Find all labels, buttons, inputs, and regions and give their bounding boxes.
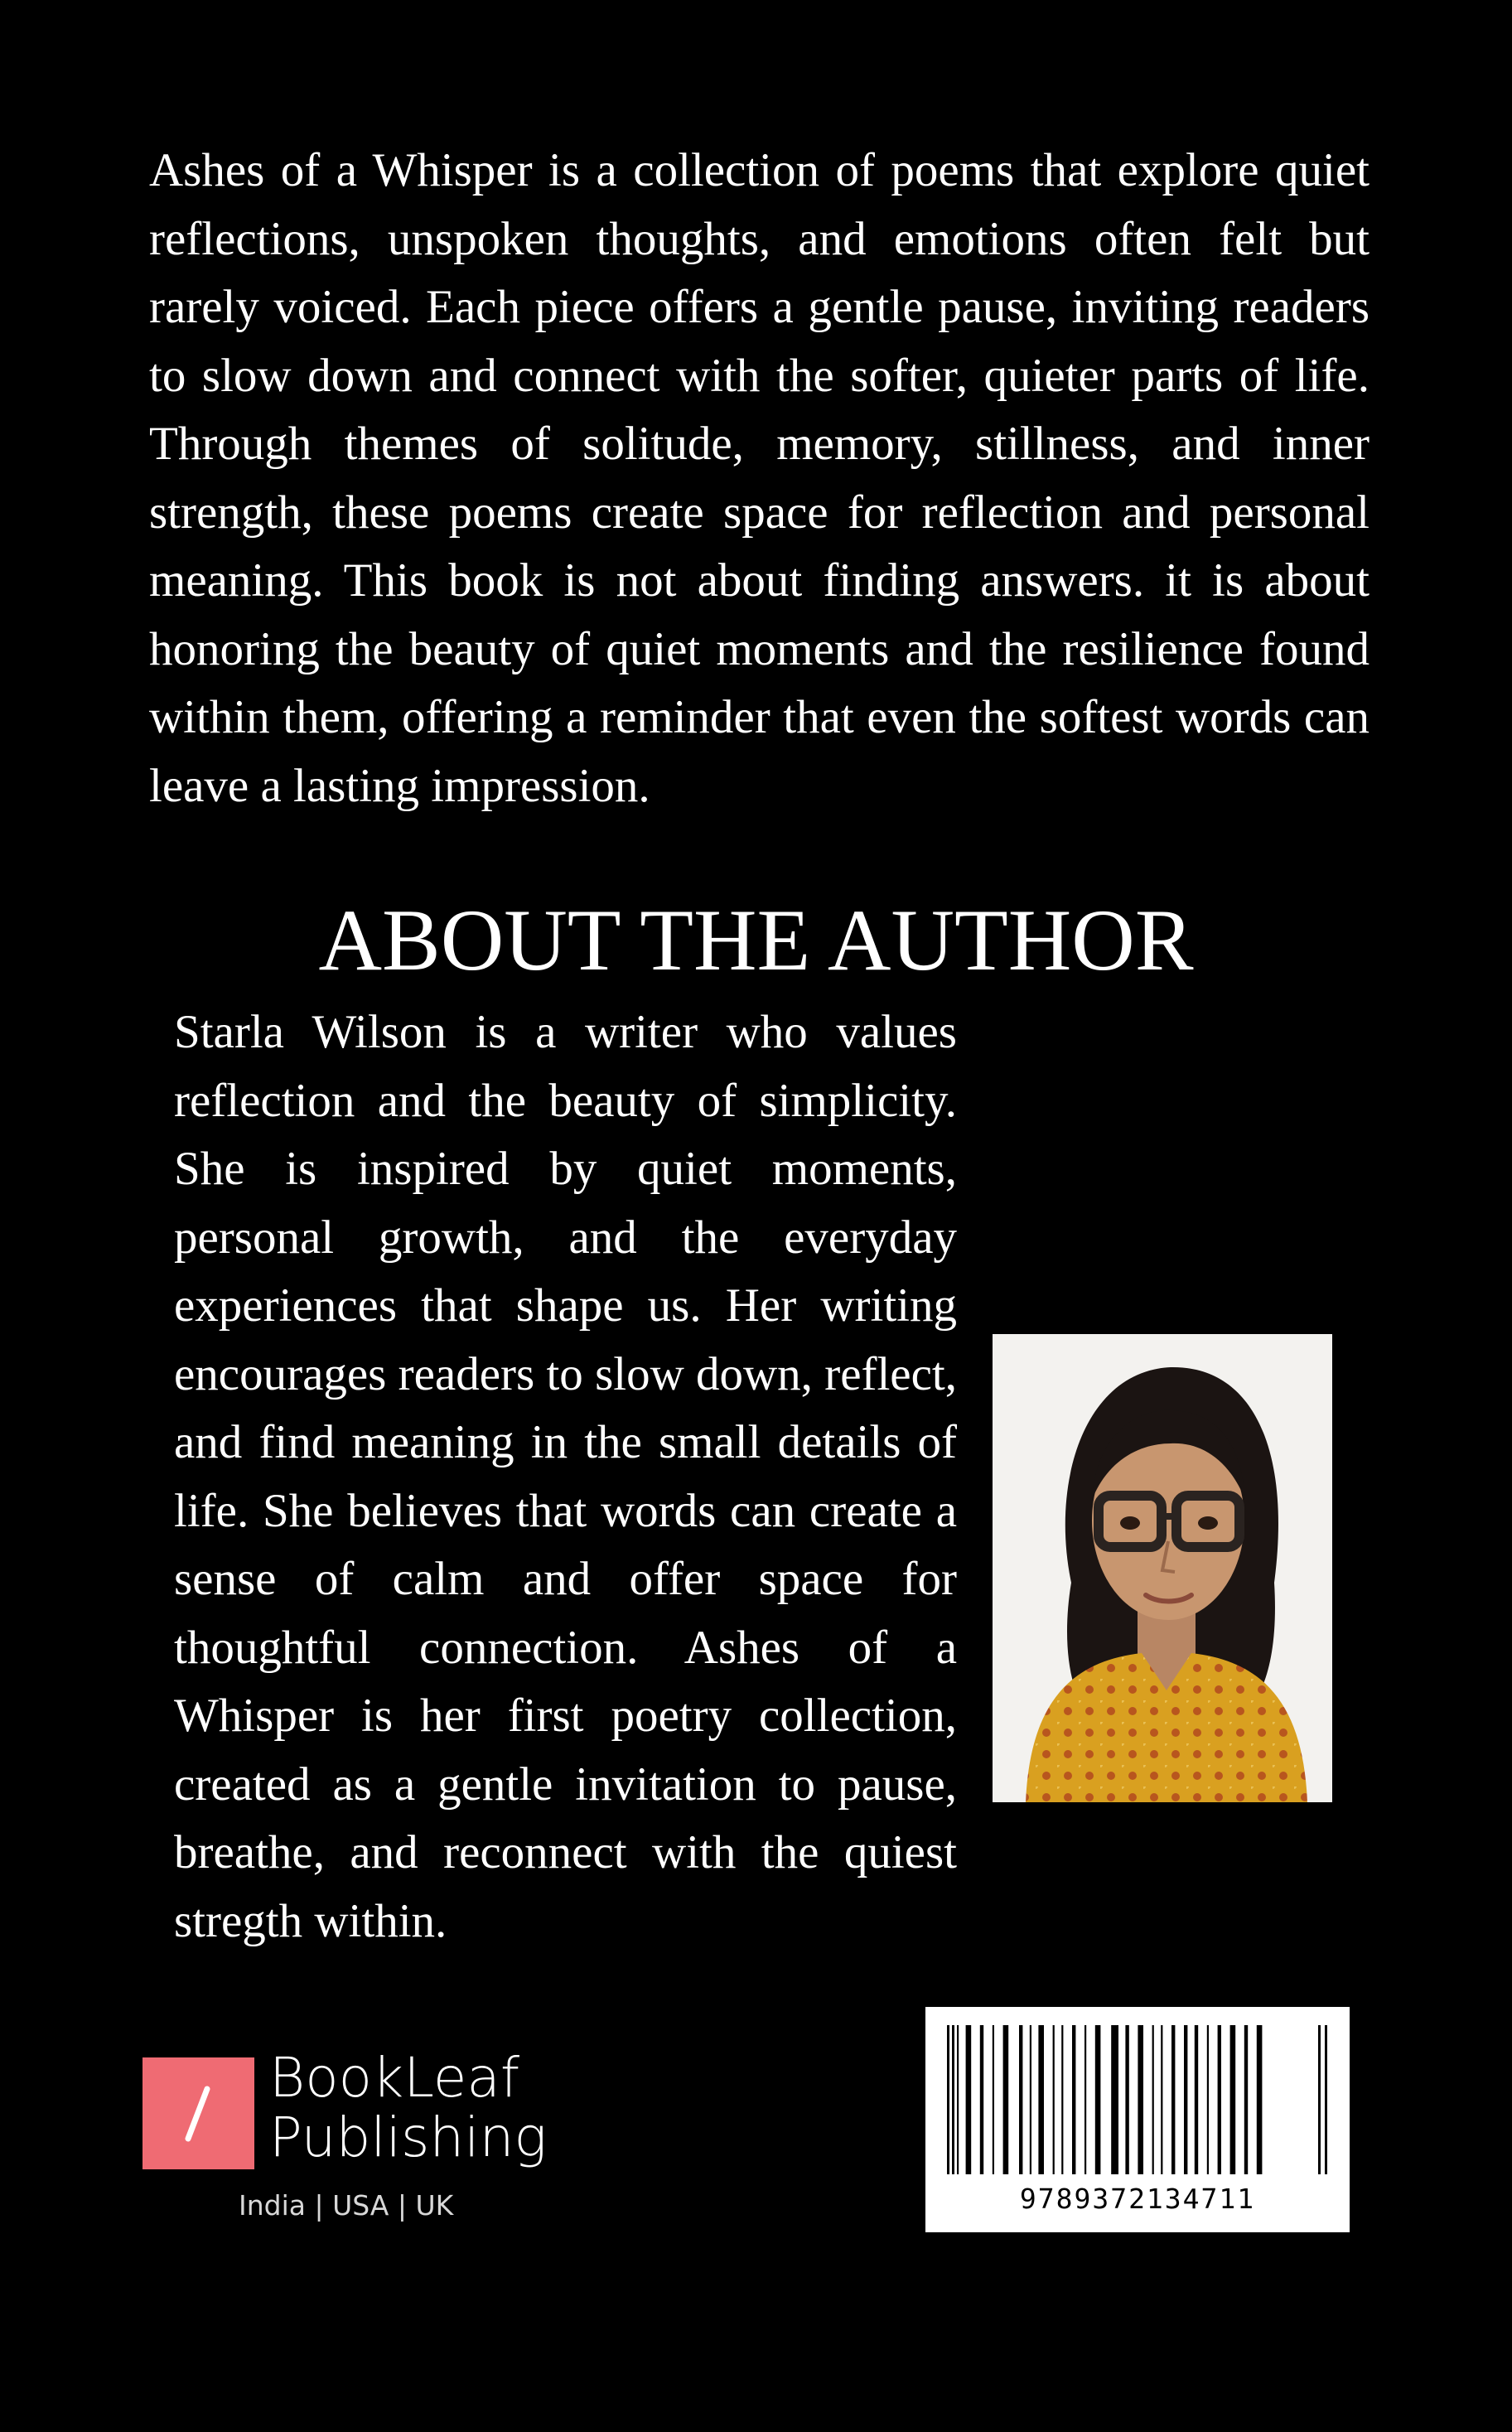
publisher-name-line2: Publishing: [269, 2106, 548, 2169]
publisher-regions: India | USA | UK: [239, 2189, 454, 2222]
author-photo: [993, 1334, 1332, 1802]
author-bio: Starla Wilson is a writer who values reflection and the beauty of simplicity. She is inspired by quiet moments, personal growth, and the everyday experiences that shape us. Her writing encourages readers to slow down, reflect, and find meaning in the small details of life. She believes that words can create a sense of calm and offer space for thoughtful connection. Ashes of a Whisper is her first poetry collection, created as a gentle invitation to pause, breathe, and reconnect with the quiest stregth within.: [174, 1006, 957, 1947]
publisher-name-line1: BookLeaf: [269, 2046, 520, 2110]
bookleaf-logo-icon: [143, 2057, 254, 2169]
book-blurb: Ashes of a Whisper is a collection of poems that explore quiet reflections, unspoken thoughts, and emotions often felt but rarely voiced. Each piece offers a gentle pause, inviting readers to slow down and connect with the softer, quieter parts of life. Through themes of solitude, memory, stillness, and inner strength, these poems create space for reflection and personal meaning. This book is not about finding answers. it is about honoring the beauty of quiet moments and the resilience found within them, offering a reminder that even the softest words can leave a lasting impression.: [149, 144, 1369, 812]
isbn-number: 9789372134711: [1019, 2183, 1256, 2215]
isbn-barcode: [925, 2007, 1350, 2232]
about-author-heading: ABOUT THE AUTHOR: [318, 892, 1194, 989]
barcode-icon: [944, 2025, 1331, 2174]
publisher-name: [269, 2048, 547, 2168]
